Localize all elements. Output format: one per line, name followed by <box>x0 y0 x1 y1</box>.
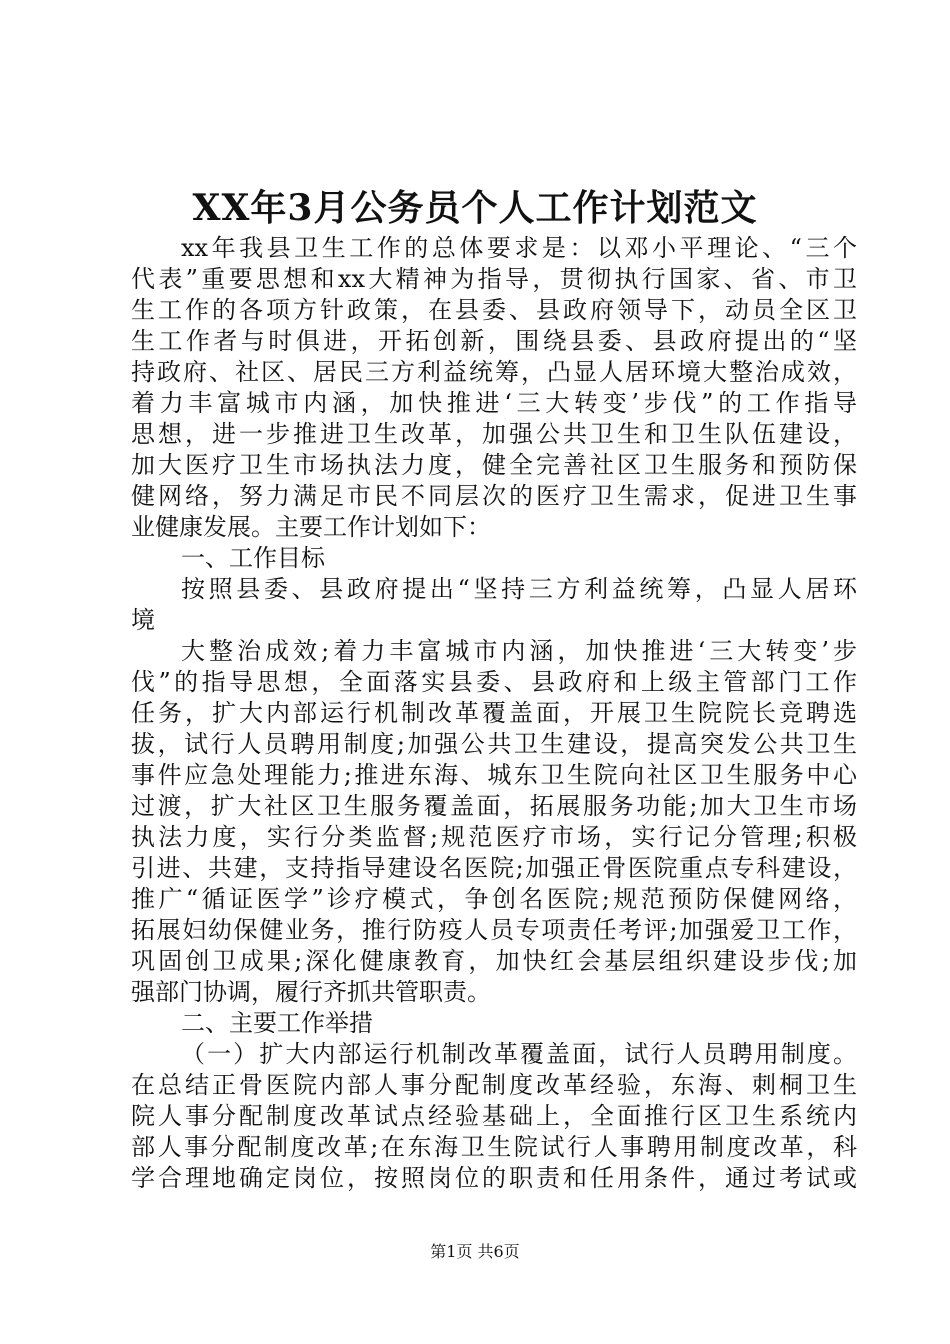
text-line: 执法力度，实行分类监督;规范医疗市场，实行记分管理;积极 <box>131 823 857 851</box>
text-line: 引进、共建，支持指导建设名医院;加强正骨医院重点专科建设， <box>131 854 857 882</box>
text-line: 院人事分配制度改革试点经验基础上，全面推行区卫生系统内 <box>131 1102 857 1130</box>
text-line: 事件应急处理能力;推进东海、城东卫生院向社区卫生服务中心 <box>131 761 857 789</box>
text-line: 部人事分配制度改革;在东海卫生院试行人事聘用制度改革，科 <box>131 1133 857 1161</box>
text-line: 业健康发展。主要工作计划如下： <box>131 513 491 541</box>
text-line: 强部门协调，履行齐抓共管职责。 <box>131 978 491 1006</box>
text-line: 过渡，扩大社区卫生服务覆盖面，拓展服务功能;加大卫生市场 <box>131 792 857 820</box>
text-line: 学合理地确定岗位，按照岗位的职责和任用条件，通过考试或 <box>131 1164 857 1192</box>
text-line: 思想，进一步推进卫生改革，加强公共卫生和卫生队伍建设， <box>131 420 857 448</box>
text-line: 境 <box>131 606 155 634</box>
text-line: 拓展妇幼保健业务，推行防疫人员专项责任考评;加强爱卫工作， <box>131 916 857 944</box>
text-line: 健网络，努力满足市民不同层次的医疗卫生需求，促进卫生事 <box>131 482 857 510</box>
text-line: 巩固创卫成果;深化健康教育，加快红会基层组织建设步伐;加 <box>131 947 857 975</box>
text-line: 加大医疗卫生市场执法力度，健全完善社区卫生服务和预防保 <box>131 451 857 479</box>
text-line: 生工作者与时俱进，开拓创新，围绕县委、县政府提出的“坚 <box>131 327 857 355</box>
text-line: 伐”的指导思想，全面落实县委、县政府和上级主管部门工作 <box>131 668 857 696</box>
text-line: 持政府、社区、居民三方利益统筹，凸显人居环境大整治成效， <box>131 358 857 386</box>
text-line: 任务，扩大内部运行机制改革覆盖面，开展卫生院院长竞聘选 <box>131 699 857 727</box>
document-body <box>131 233 857 1194</box>
page-number-footer: 第1页 共6页 <box>430 1242 520 1261</box>
text-line: 大整治成效;着力丰富城市内涵，加快推进‘三大转变’步 <box>181 637 857 665</box>
text-line: 推广“循证医学”诊疗模式，争创名医院;规范预防保健网络， <box>131 885 857 913</box>
text-line: （一）扩大内部运行机制改革覆盖面，试行人员聘用制度。 <box>181 1040 857 1068</box>
text-line: 代表”重要思想和xx大精神为指导，贯彻执行国家、省、市卫 <box>131 265 857 293</box>
section-heading: 一、工作目标 <box>181 544 325 572</box>
text-line: xx年我县卫生工作的总体要求是：以邓小平理论、“三个 <box>181 234 857 262</box>
section-heading: 二、主要工作举措 <box>181 1009 373 1037</box>
text-line: 着力丰富城市内涵，加快推进‘三大转变’步伐”的工作指导 <box>131 389 857 417</box>
text-line: 生工作的各项方针政策，在县委、县政府领导下，动员全区卫 <box>131 296 857 324</box>
document-title: XX年3月公务员个人工作计划范文 <box>192 187 758 229</box>
text-line: 在总结正骨医院内部人事分配制度改革经验，东海、刺桐卫生 <box>131 1071 857 1099</box>
text-line: 按照县委、县政府提出“坚持三方利益统筹，凸显人居环 <box>181 575 857 603</box>
text-line: 拔，试行人员聘用制度;加强公共卫生建设，提高突发公共卫生 <box>131 730 857 758</box>
